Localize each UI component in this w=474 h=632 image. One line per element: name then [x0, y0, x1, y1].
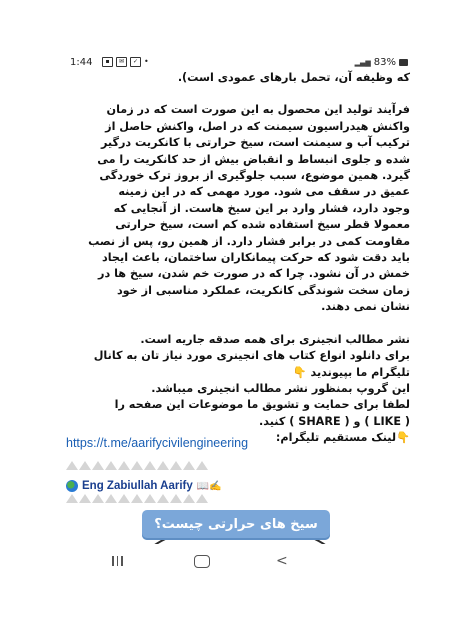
triangle-ornament: [105, 494, 117, 503]
decorative-triangles-bottom: [66, 494, 208, 503]
triangle-ornament: [183, 461, 195, 470]
phone-screen: [58, 52, 418, 582]
triangle-ornament: [66, 494, 78, 503]
triangle-ornament: [196, 461, 208, 470]
text-line: زمان سخت شوندگی کانکریت، عملکرد مناسبی از خود: [116, 283, 410, 297]
triangle-ornament: [92, 494, 104, 503]
decorative-triangles-top: [66, 461, 208, 470]
text-line: عمیق در سقف می شود. مورد مهمی که در این زمینه: [118, 185, 410, 199]
check-icon: ✓: [130, 57, 141, 67]
section-title: سیخ های حرارتی چیست؟: [142, 510, 330, 540]
text-line: نشر مطالب انجینری برای همه صدقه جاریه است.: [140, 332, 410, 346]
signal-icon: ▂▄▆: [354, 58, 371, 67]
triangle-ornament: [92, 461, 104, 470]
text-line: ترکیب آب و سیمنت است، سیخ حرارتی با کانکریت درگیر: [100, 136, 410, 150]
triangle-ornament: [105, 461, 117, 470]
text-line: لطفا برای حمایت و تشویق ما موضوعات این صفحه را: [114, 398, 410, 412]
status-time: 1:44: [70, 57, 93, 68]
text-line: معمولا قطر سیخ استفاده شده کم است، سیخ حرارتی: [115, 218, 410, 232]
triangle-ornament: [144, 494, 156, 503]
recent-apps-button[interactable]: [112, 556, 123, 566]
text-line: وجود دارد، فشار وارد بر این سیخ هاست. از آنجایی که: [113, 201, 410, 215]
triangle-ornament: [79, 494, 91, 503]
status-right: [355, 57, 408, 68]
triangle-ornament: [196, 494, 208, 503]
text-line: واکنش هیدراسیون سیمنت که در اصل، واکنش حاصل از: [105, 119, 410, 133]
article-body: [66, 70, 410, 463]
article-paragraph-process: [66, 102, 410, 315]
globe-icon: [66, 480, 78, 492]
mail-icon: ✉: [116, 57, 127, 67]
text-line: شده و جلوی انبساط و انقباض بیش از حد کانکریت را می: [97, 152, 410, 166]
battery-percent: 83%: [373, 57, 396, 68]
text-line: گیرد. همین موضوع، سبب جلوگیری از بروز ترک خوردگی: [99, 169, 410, 183]
home-button[interactable]: [194, 555, 210, 568]
triangle-ornament: [66, 461, 78, 470]
text-line: که وظیفه آن، تحمل بارهای عمودی است).: [177, 71, 410, 84]
triangle-ornament: [170, 494, 182, 503]
triangle-ornament: [118, 461, 130, 470]
article-paragraph-intro: [66, 70, 410, 86]
dot-icon: •: [144, 57, 149, 66]
text-line: باید دقت شود که حرکت پیمانکاران ساختمان، باعث ایجاد: [101, 251, 410, 265]
text-line: 👇لینک مستقیم تلیگرام:: [275, 431, 410, 445]
text-line: برای دانلود انواع کتاب های انجینری مورد نیاز تان به کانال: [93, 349, 410, 363]
triangle-ornament: [157, 494, 169, 503]
author-signature: [66, 480, 222, 492]
text-line: خمش در آن نشود. چرا که در صورت خم شدن، سیخ ها در: [98, 267, 410, 281]
text-line: ( LIKE ) و ( SHARE ) کنید.: [259, 414, 410, 428]
android-nav-bar: [58, 544, 418, 582]
triangle-ornament: [118, 494, 130, 503]
text-line: فرآیند تولید این محصول به این صورت است که در زمان: [106, 103, 410, 117]
triangle-ornament: [131, 494, 143, 503]
triangle-ornament: [170, 461, 182, 470]
telegram-link[interactable]: https://t.me/aarifycivilengineering: [66, 436, 249, 450]
gallery-icon: ▪: [102, 57, 113, 67]
text-line: مقاومت کمی در برابر فشار دارد. از همین رو، پس از نصب: [88, 234, 410, 248]
text-line: این گروپ بمنظور نشر مطالب انجینری میباشد.: [151, 381, 410, 395]
back-button[interactable]: <: [276, 553, 288, 569]
triangle-ornament: [157, 461, 169, 470]
article-paragraph-promo: [66, 332, 410, 447]
text-line: نشان نمی دهند.: [321, 300, 410, 314]
book-pen-icon: 📖✍: [196, 480, 222, 492]
triangle-ornament: [183, 494, 195, 503]
notification-icons: [102, 57, 149, 67]
author-name: Eng Zabiullah Aarify: [82, 480, 193, 492]
triangle-ornament: [79, 461, 91, 470]
triangle-ornament: [144, 461, 156, 470]
battery-icon: [399, 59, 408, 66]
triangle-ornament: [131, 461, 143, 470]
text-line: تلیگرام ما بپیوندید 👇: [292, 365, 410, 379]
